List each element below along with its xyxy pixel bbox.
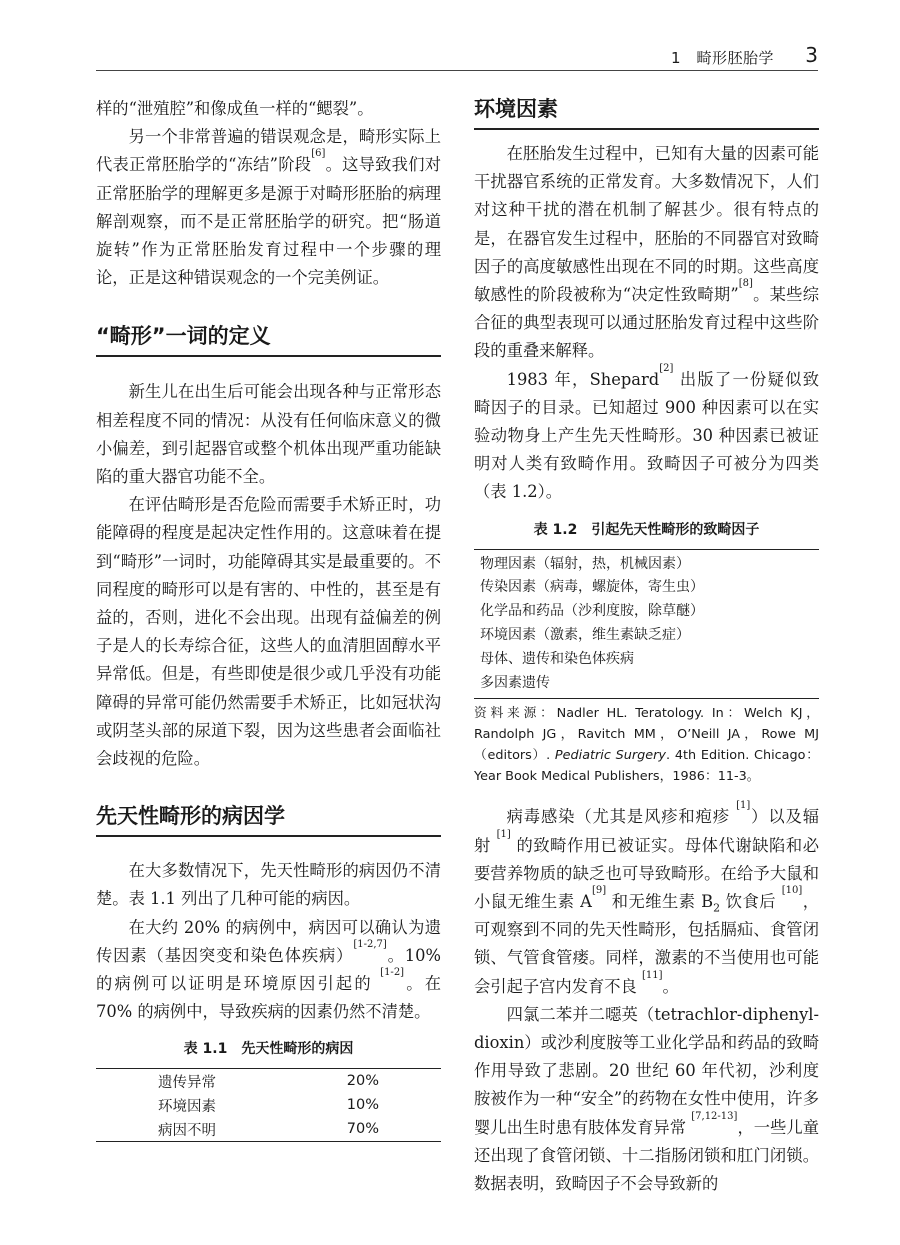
citation: [1-2]	[380, 967, 405, 979]
right-column	[474, 95, 819, 1198]
list-item: 环境因素（激素，维生素缺乏症）	[480, 627, 690, 644]
table-2	[474, 549, 819, 700]
paragraph: 1983 年，Shepard[2] 出版了一份疑似致畸因子的目录。已知超过 900 种因素可以在实验动物身上产生先天性畸形。30 种因素已被证明对人类有致畸作用。致畸因子可被分为四类（表 1.2）。	[474, 362, 819, 502]
paragraph: 在大约 20% 的病例中，病因可以确认为遗传因素（基因突变和染色体疾病）[1-2,7]。10% 的病例可以证明是环境原因引起的 [1-2]。在 70% 的病例中，导致疾病的因素仍然不清楚。	[96, 917, 441, 1022]
list-item: 母体、遗传和染色体疾病	[480, 650, 634, 667]
paragraph: 在评估畸形是否危险而需要手术矫正时，功能障碍的程度是起决定性作用的。这意味着在提到“畸形”一词时，功能障碍其实是最重要的。不同程度的畸形可以是有害的、中性的，甚至是有益的，否则，进化不会出现。出现有益偏差的例子是人的长寿综合征，这些人的血清胆固醇水平异常低。但是，有些即使是很少或几乎没有功能障碍的异常可能仍然需要手术矫正，比如冠状沟或阴茎头部的尿道下裂，因为这些患者会面临社会歧视的危险。	[96, 495, 441, 769]
percent-cell: 20%	[346, 1073, 379, 1090]
citation: [11]	[642, 969, 663, 981]
cause-cell: 遗传异常	[158, 1074, 216, 1091]
citation: [1]	[496, 828, 511, 840]
percent-cell: 10%	[346, 1097, 379, 1114]
percent-cell: 70%	[346, 1121, 379, 1138]
citation: [8]	[738, 278, 753, 290]
section-heading-environment: 环境因素	[474, 95, 819, 130]
list-item: 物理因素（辐射，热，机械因素）	[480, 555, 690, 572]
list-item: 多因素遗传	[480, 674, 550, 691]
table-1	[96, 1068, 441, 1142]
left-column	[96, 95, 441, 1142]
section-heading-etiology: 先天性畸形的病因学	[96, 802, 441, 837]
paragraph: 在大多数情况下，先天性畸形的病因仍不清楚。表 1.1 列出了几种可能的病因。	[96, 861, 441, 909]
citation: [2]	[659, 362, 674, 374]
chapter-title: 1 畸形胚胎学	[670, 49, 774, 67]
cause-cell: 病因不明	[158, 1122, 216, 1139]
citation: [10]	[781, 885, 803, 897]
paragraph: 病毒感染（尤其是风疹和疱疹 [1]）以及辐射 [1] 的致畸作用已被证实。母体代谢缺陷和必要营养物质的缺乏也可导致畸形。在给予大鼠和小鼠无维生素 A[9] 和无维生素 $B_2$ 饮食后 [10]，可观察到不同的先天性畸形，包括膈疝、食管闭锁、气管食管瘘。同样，激素的不当使用也可能会引起子宫内发育不良 [11]。	[474, 800, 819, 996]
table-row	[96, 1093, 441, 1117]
citation: [1]	[736, 800, 751, 812]
running-header	[96, 44, 818, 71]
citation: [9]	[591, 885, 607, 897]
table-2-caption: 表 1.2 引起先天性畸形的致畸因子	[533, 521, 760, 538]
table-1-caption: 表 1.1 先天性畸形的病因	[183, 1041, 354, 1058]
citation: [1-2,7]	[353, 938, 387, 950]
paragraph: 在胚胎发生过程中，已知有大量的因素可能干扰器官系统的正常发育。大多数情况下，人们对这种干扰的潜在机制了解甚少。很有特点的是，在器官发生过程中，胚胎的不同器官对致畸因子的高度敏感性出现在不同的时期。这些高度敏感性的阶段被称为“决定性致畸期”[8]。某些综合征的典型表现可以通过胚胎发育过程中这些阶段的重叠来解释。	[474, 144, 819, 361]
page-number: 3	[805, 43, 818, 67]
table-row	[96, 1069, 441, 1094]
citation: [6]	[311, 148, 326, 160]
paragraph: 新生儿在出生后可能会出现各种与正常形态相差程度不同的情况：从没有任何临床意义的微小偏差，到引起器官或整个机体出现严重功能缺陷的重大器官功能不全。	[96, 382, 441, 487]
table-row	[96, 1117, 441, 1142]
paragraph: 样的“泄殖腔”和像成鱼一样的“鳃裂”。	[96, 99, 374, 118]
section-heading-definition: “畸形”一词的定义	[96, 322, 441, 357]
paragraph: 另一个非常普遍的错误观念是，畸形实际上代表正常胚胎学的“冻结”阶段[6]。这导致我们对正常胚胎学的理解更多是源于对畸形胚胎的病理解剖观察，而不是正常胚胎学的研究。把“肠道旋转”作为正常胚胎发育过程中一个步骤的理论，正是这种错误观念的一个完美例证。	[96, 127, 441, 288]
table-2-source-note: 资料来源：Nadler HL. Teratology. In：Welch KJ，Randolph JG，Ravitch MM，O’Neill JA，Rowe MJ（editors）. Pediatric Surgery. 4th Edition. Chicago：Year Book Medical Publishers，1986：11-3。	[474, 706, 819, 785]
cause-cell: 环境因素	[158, 1098, 216, 1115]
citation: [7,12-13]	[691, 1110, 738, 1122]
paragraph: 四氯二苯并二噁英（tetrachlor-diphenyl-dioxin）或沙利度胺等工业化学品和药品的致畸作用导致了悲剧。20 世纪 60 年代初，沙利度胺被作为一种“安全”的药物在女性中使用，许多婴儿出生时患有肢体发育异常 [7,12-13]，一些儿童还出现了食管闭锁、十二指肠闭锁和肛门闭锁。数据表明，致畸因子不会导致新的	[474, 1004, 819, 1194]
list-item: 传染因素（病毒，螺旋体，寄生虫）	[480, 579, 704, 596]
list-item: 化学品和药品（沙利度胺，除草醚）	[480, 603, 704, 620]
